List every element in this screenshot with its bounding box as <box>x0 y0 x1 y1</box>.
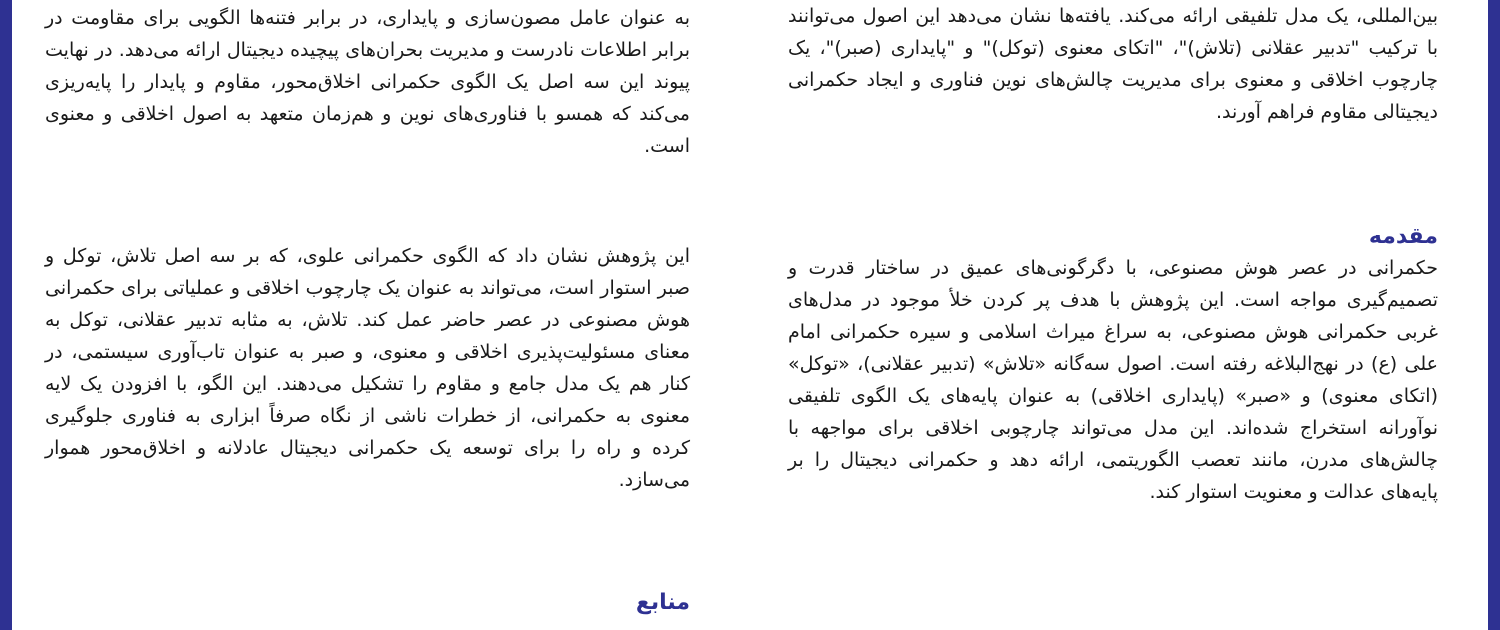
introduction-paragraph: حکمرانی در عصر هوش مصنوعی، با دگرگونی‌های عمیق در ساختار قدرت و تصمیم‌گیری مواجه است. این پژوهش با هدف پر کردن خلأ موجود در مدل‌های غربی حکمرانی هوش مصنوعی، به سراغ میراث اسلامی و سیره حکمرانی امام علی (ع) در نهج‌البلاغه رفته است. اصول سه‌گانه «تلاش» (تدبیر عقلانی)، «توکل» (اتکای معنوی) و «صبر» (پایداری اخلاقی) به عنوان پایه‌های یک الگوی تلفیقی نوآورانه استخراج شده‌اند. این مدل می‌تواند چارچوبی اخلاقی برای مواجهه با چالش‌های مدرن، مانند تعصب الگوریتمی، ارائه دهد و حکمرانی دیجیتال را بر پایه‌های عدالت و معنویت استوار کند. <box>788 257 1438 503</box>
references-section <box>45 588 690 618</box>
references-heading: منابع <box>635 590 690 615</box>
page-border-left <box>0 0 12 630</box>
left-column-top <box>45 2 690 162</box>
conclusion-section <box>45 240 690 496</box>
introduction-heading: مقدمه <box>1368 224 1438 249</box>
page-border-right <box>1488 0 1500 630</box>
conclusion-paragraph: این پژوهش نشان داد که الگوی حکمرانی علوی، که بر سه اصل تلاش، توکل و صبر استوار است، می‌تواند به عنوان یک چارچوب اخلاقی و عملیاتی برای حکمرانی هوش مصنوعی در عصر حاضر عمل کند. تلاش، به مثابه تدبیر عقلانی، توکل به معنای مسئولیت‌پذیری اخلاقی و معنوی، و صبر به عنوان تاب‌آوری سیستمی، در کنار هم یک مدل جامع و مقاوم را تشکیل می‌دهند. این الگو، با افزودن یک لایه معنوی به حکمرانی، از خطرات ناشی از نگاه صرفاً ابزاری به فناوری جلوگیری کرده و راه را برای توسعه یک حکمرانی دیجیتال عادلانه و اخلاق‌محور هموار می‌سازد. <box>45 245 690 491</box>
introduction-section <box>788 222 1438 508</box>
right-column-top <box>788 0 1438 128</box>
discussion-paragraph-end: به عنوان عامل مصون‌سازی و پایداری، در برابر فتنه‌ها الگویی برای مقاومت در برابر اطلاعات نادرست و مدیریت بحران‌های پیچیده دیجیتال ارائه می‌دهد. در نهایت پیوند این سه اصل یک الگوی حکمرانی اخلاق‌محور، مقاوم و پایدار را پایه‌ریزی می‌کند که همسو با فناوری‌های نوین و هم‌زمان متعهد به اصول اخلاقی و معنوی است. <box>45 7 690 157</box>
abstract-paragraph-end: بین‌المللی، یک مدل تلفیقی ارائه می‌کند. یافته‌ها نشان می‌دهد این اصول می‌توانند با ترکیب "تدبیر عقلانی (تلاش)"، "اتکای معنوی (توکل)" و "پایداری (صبر)"، یک چارچوب اخلاقی و معنوی برای مدیریت چالش‌های نوین فناوری و ایجاد حکمرانی دیجیتالی مقاوم فراهم آورند. <box>788 5 1438 123</box>
